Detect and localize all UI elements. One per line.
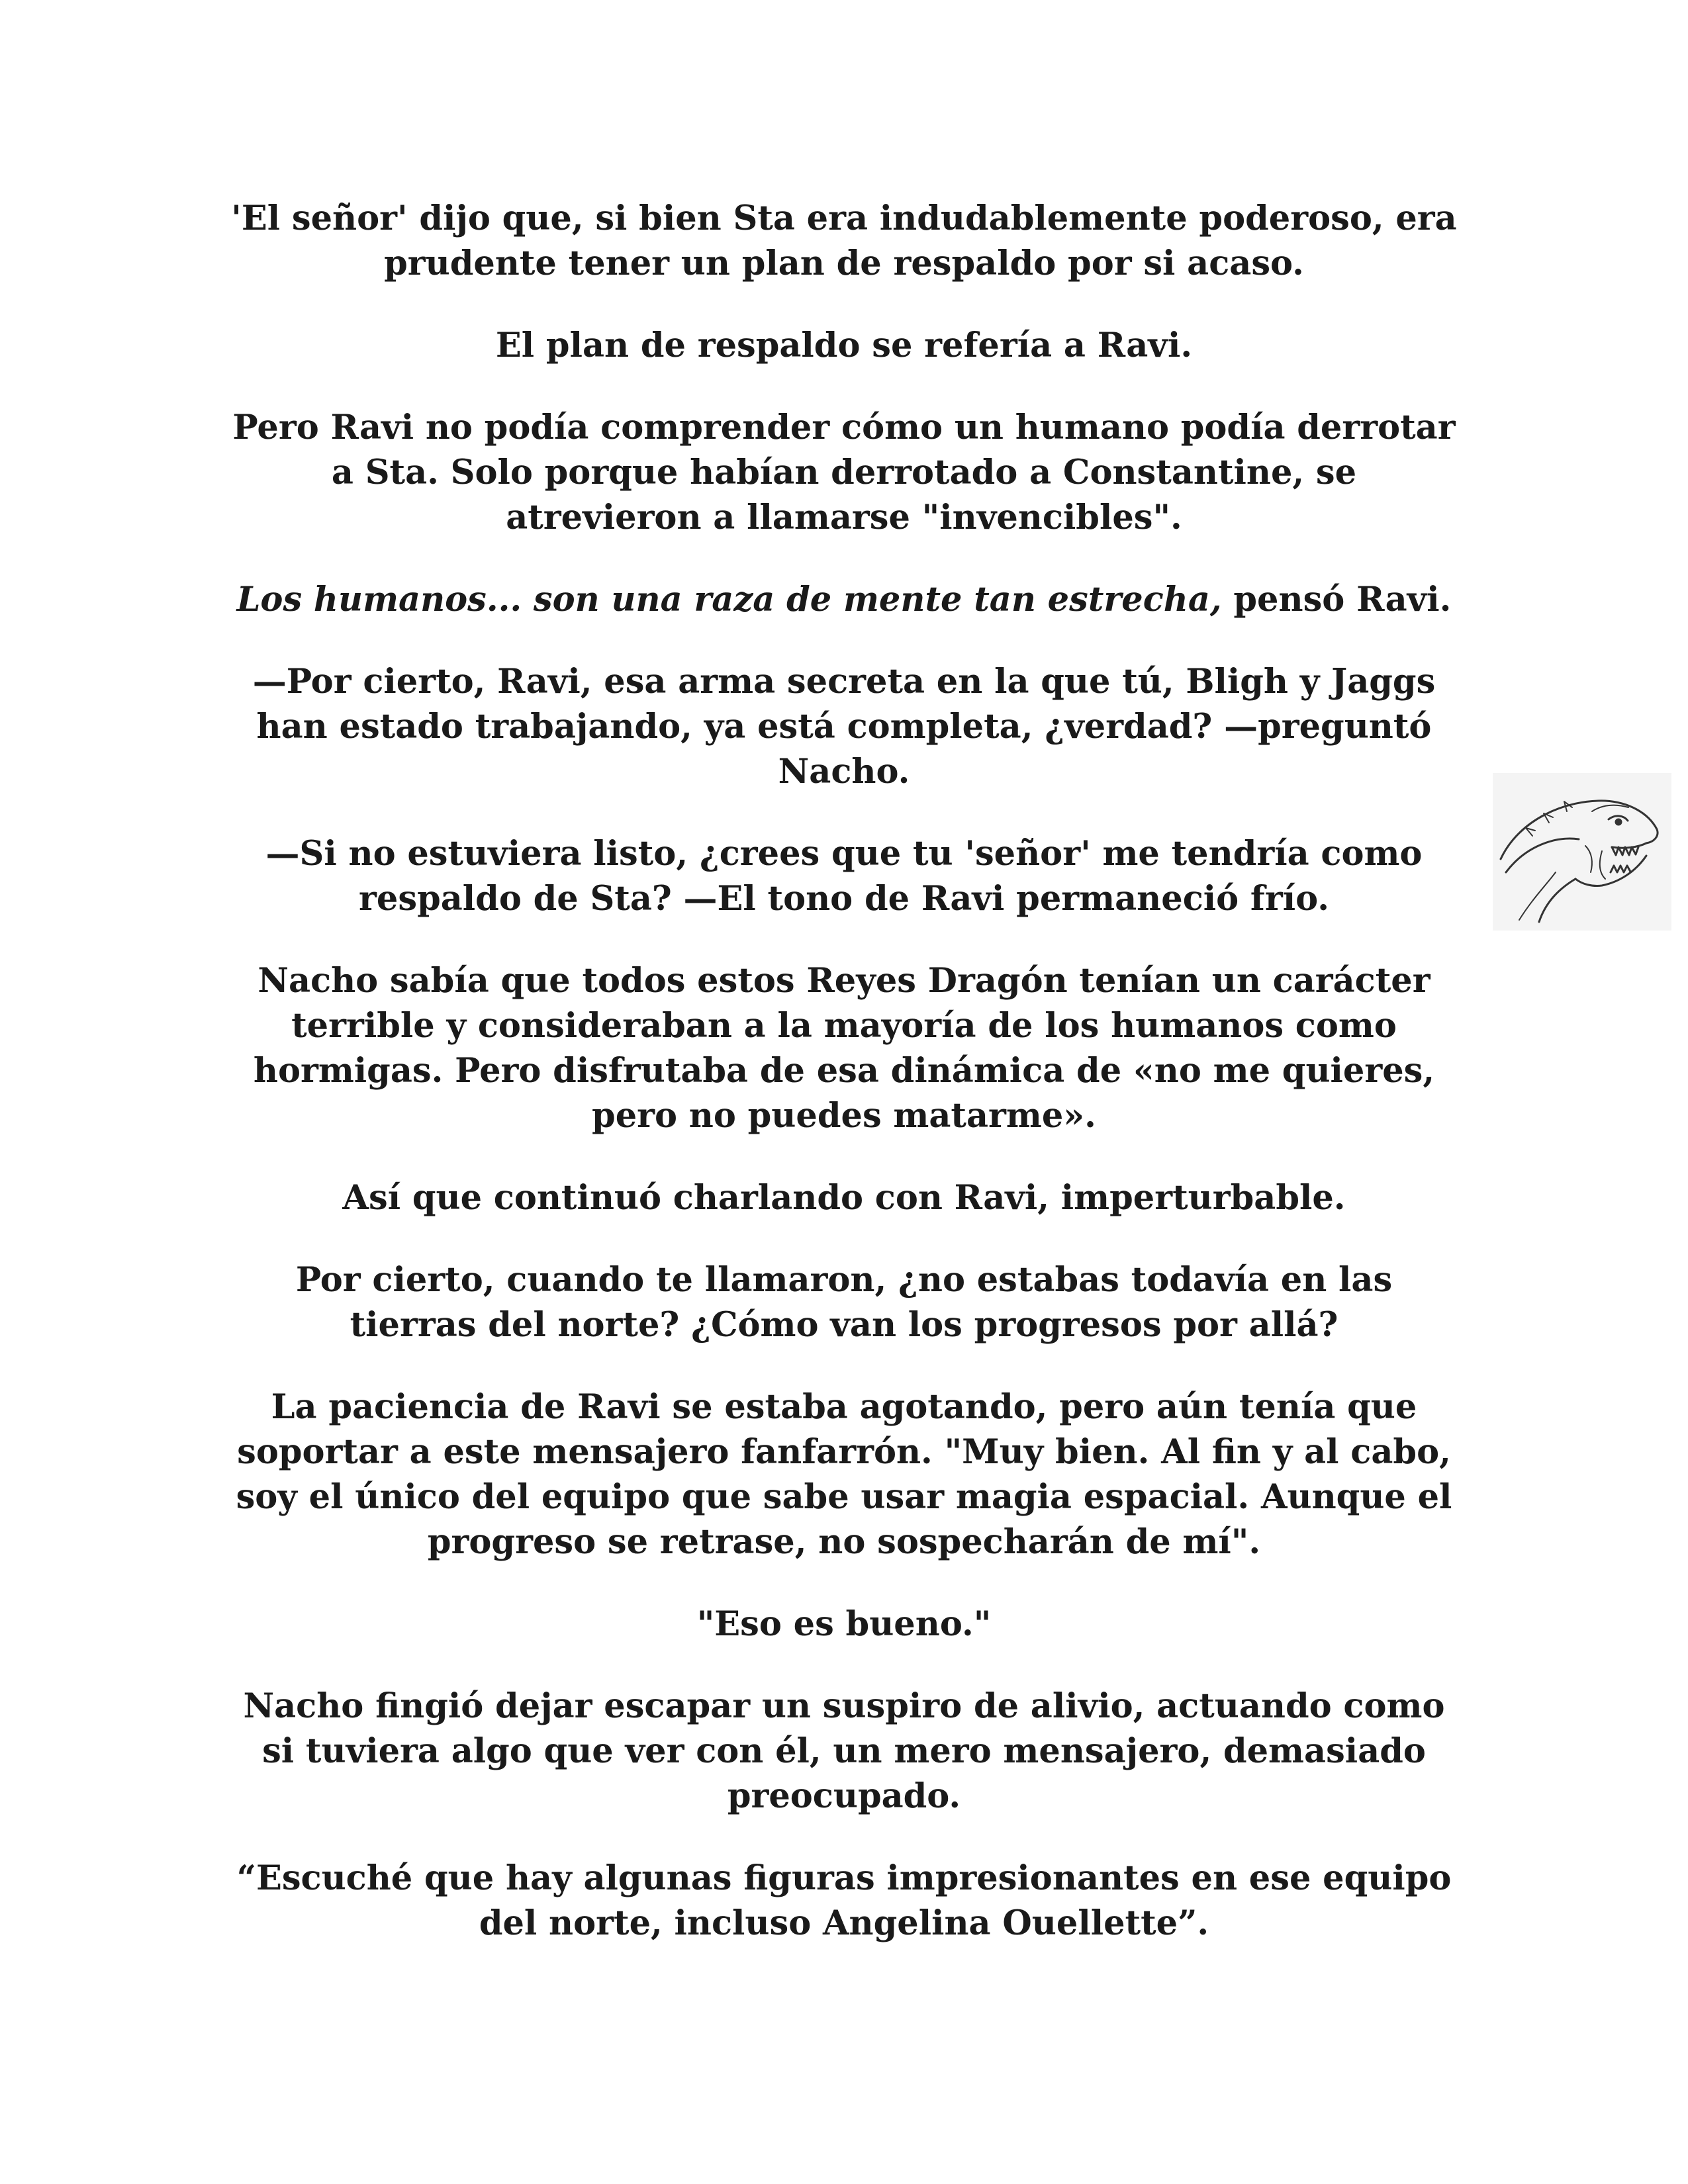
paragraph-italic-text: Los humanos... son una raza de mente tan estrecha, bbox=[236, 580, 1222, 619]
paragraph-2 bbox=[228, 323, 1460, 368]
paragraph-5 bbox=[228, 659, 1460, 794]
paragraph-text: Así que continuó charlando con Ravi, imperturbable. bbox=[342, 1178, 1346, 1218]
paragraph-text: Nacho fingió dejar escapar un suspiro de alivio, actuando como si tuviera algo que ver con él, un mero mensajero, demasiado preocupado. bbox=[243, 1686, 1445, 1816]
paragraph-3 bbox=[228, 405, 1460, 540]
paragraph-13 bbox=[228, 1856, 1460, 1946]
paragraph-text: Nacho sabía que todos estos Reyes Dragón tenían un carácter terrible y consideraban a la mayoría de los humanos como hormigas. Pero disfrutaba de esa dinámica de «no me quieres, pero no puedes matarme». bbox=[253, 961, 1435, 1136]
paragraph-11 bbox=[228, 1602, 1460, 1647]
paragraph-text: Por cierto, cuando te llamaron, ¿no estabas todavía en las tierras del norte? ¿Cómo van los progresos por allá? bbox=[295, 1260, 1393, 1345]
paragraph-1 bbox=[228, 196, 1460, 286]
paragraph-text: El plan de respaldo se refería a Ravi. bbox=[495, 326, 1193, 365]
paragraph-text: La paciencia de Ravi se estaba agotando, pero aún tenía que soportar a este mensajero fanfarrón. "Muy bien. Al fin y al cabo, soy el único del equipo que sabe usar magia espacial. Aunque el progreso se retrase, no sospecharán de mí". bbox=[236, 1387, 1452, 1562]
paragraph-text: "Eso es bueno." bbox=[696, 1604, 992, 1644]
paragraph-text: 'El señor' dijo que, si bien Sta era indudablemente poderoso, era prudente tener un plan de respaldo por si acaso. bbox=[231, 199, 1457, 283]
paragraph-12 bbox=[228, 1684, 1460, 1819]
paragraph-text: pensó Ravi. bbox=[1221, 580, 1452, 619]
paragraph-text: —Por cierto, Ravi, esa arma secreta en la que tú, Bligh y Jaggs han estado trabajando, ya está completa, ¿verdad? —preguntó Nacho. bbox=[252, 662, 1436, 792]
paragraph-text: —Si no estuviera listo, ¿crees que tu 'señor' me tendría como respaldo de Sta? —El tono de Ravi permaneció frío. bbox=[265, 834, 1423, 919]
paragraph-text: Pero Ravi no podía comprender cómo un humano podía derrotar a Sta. Solo porque habían derrotado a Constantine, se atrevieron a llamarse "invencibles". bbox=[232, 408, 1456, 537]
dinosaur-head-icon bbox=[1493, 773, 1671, 931]
paragraph-8 bbox=[228, 1175, 1460, 1220]
paragraph-9 bbox=[228, 1257, 1460, 1347]
paragraph-6 bbox=[228, 831, 1460, 921]
paragraph-10 bbox=[228, 1385, 1460, 1565]
paragraph-7 bbox=[228, 958, 1460, 1138]
paragraph-4 bbox=[228, 577, 1460, 622]
document-body bbox=[228, 196, 1460, 1983]
paragraph-text: “Escuché que hay algunas figuras impresionantes en ese equipo del norte, incluso Angelina Ouellette”. bbox=[236, 1858, 1452, 1943]
